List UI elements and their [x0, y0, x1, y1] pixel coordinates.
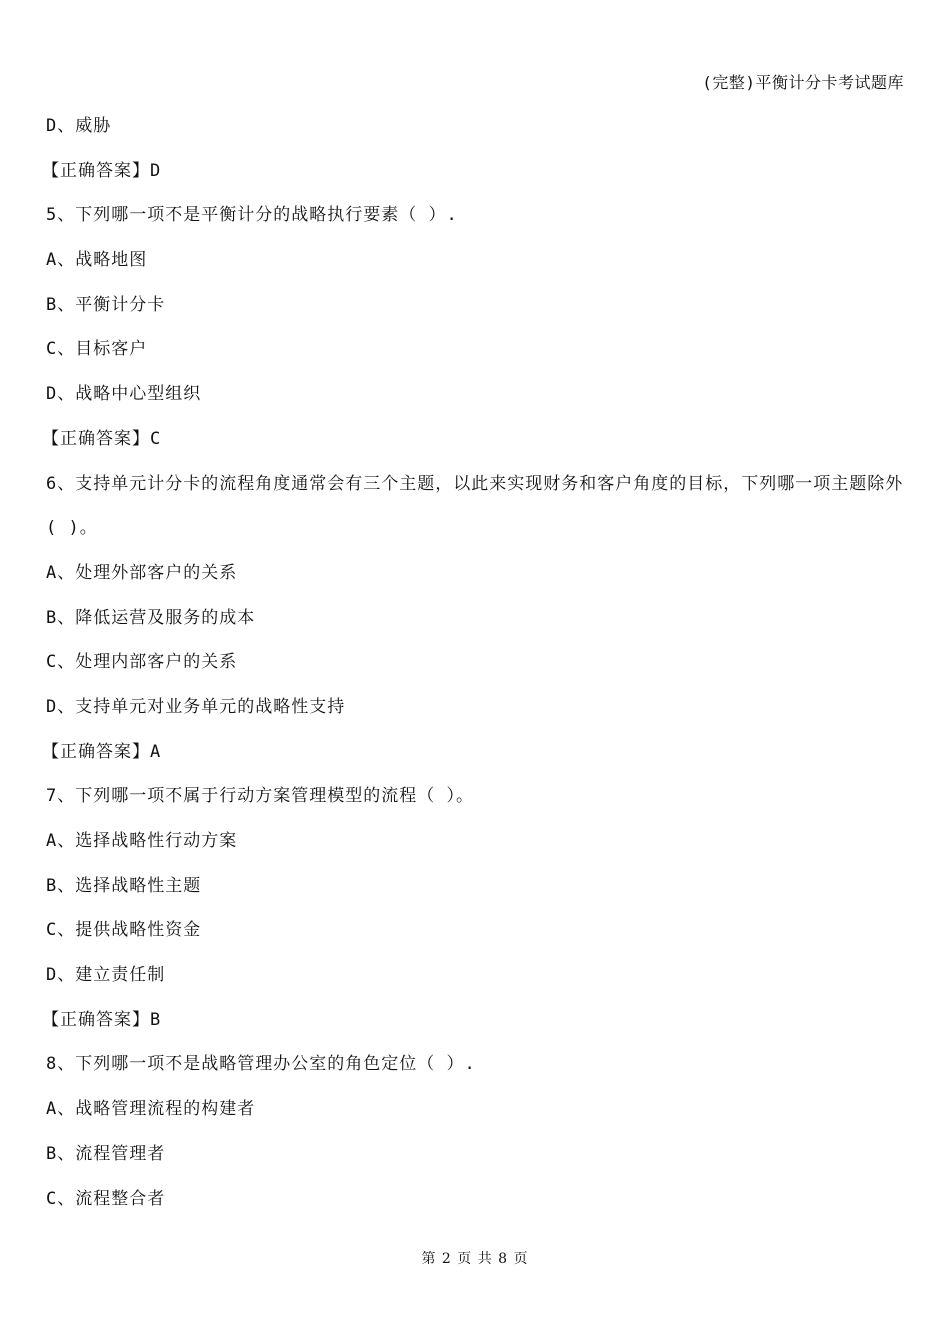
- answer-line: 【正确答案】B: [42, 1009, 162, 1030]
- option-line: B、选择战略性主题: [46, 875, 202, 896]
- option-line: D、威胁: [46, 116, 112, 136]
- page-number-footer: 第 2 页 共 8 页: [421, 1251, 529, 1267]
- option-line: B、平衡计分卡: [46, 294, 166, 315]
- option-line: B、降低运营及服务的成本: [46, 607, 256, 628]
- answer-line: 【正确答案】A: [42, 741, 162, 762]
- document-body: [42, 104, 906, 1221]
- option-line: D、建立责任制: [46, 965, 166, 986]
- option-line: A、选择战略性行动方案: [46, 831, 238, 852]
- answer-line: 【正确答案】D: [42, 160, 162, 181]
- question-line: 8、下列哪一项不是战略管理办公室的角色定位（ ）.: [46, 1054, 476, 1075]
- question-line: 6、支持单元计分卡的流程角度通常会有三个主题，以此来实现财务和客户角度的目标，下列哪一项主题除外( )。: [46, 473, 904, 539]
- option-line: C、目标客户: [46, 339, 148, 360]
- answer-line: 【正确答案】C: [42, 428, 162, 449]
- option-line: D、战略中心型组织: [46, 384, 202, 405]
- option-line: C、流程整合者: [46, 1188, 166, 1209]
- option-line: C、处理内部客户的关系: [46, 652, 238, 673]
- option-line: A、战略地图: [46, 250, 148, 271]
- option-line: B、流程管理者: [46, 1143, 166, 1164]
- page-header-title: (完整)平衡计分卡考试题库: [702, 73, 904, 92]
- option-line: C、提供战略性资金: [46, 920, 202, 941]
- question-line: 7、下列哪一项不属于行动方案管理模型的流程（ ）。: [46, 786, 474, 807]
- option-line: A、处理外部客户的关系: [46, 562, 238, 583]
- question-line: 5、下列哪一项不是平衡计分的战略执行要素（ ）.: [46, 205, 458, 226]
- option-line: A、战略管理流程的构建者: [46, 1099, 256, 1120]
- option-line: D、支持单元对业务单元的战略性支持: [46, 696, 346, 717]
